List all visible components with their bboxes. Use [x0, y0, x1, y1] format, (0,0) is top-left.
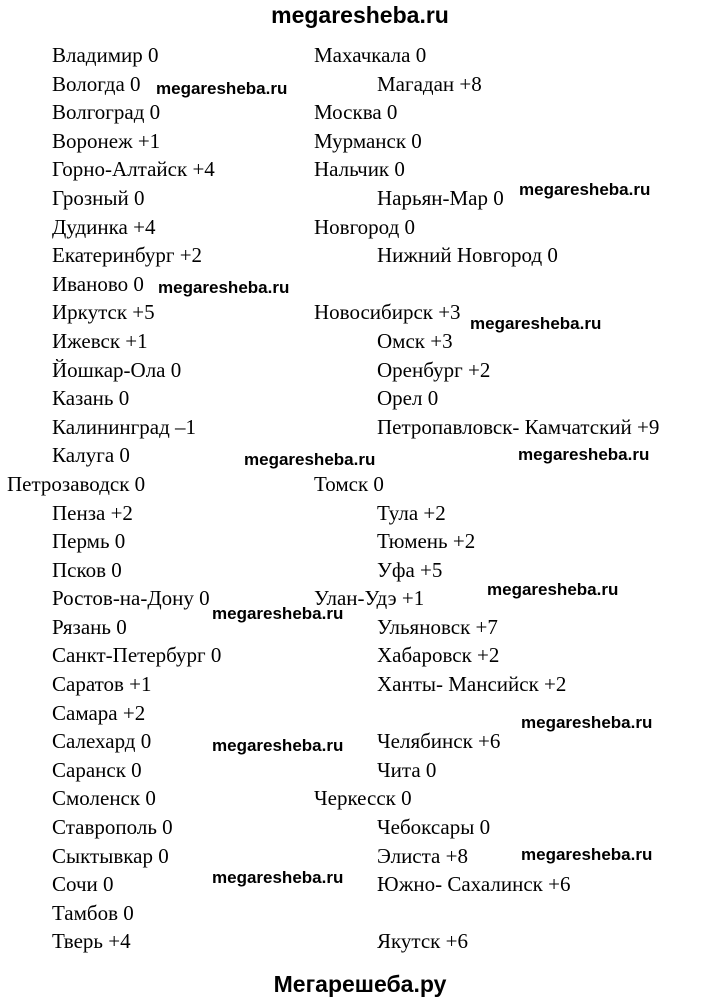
watermark: megaresheba.ru [158, 278, 290, 297]
city-entry: Томск 0 [314, 471, 384, 496]
city-entry: Дудинка +4 [52, 214, 156, 239]
site-footer: Мегарешеба.ру [273, 971, 447, 997]
city-entry: Чита 0 [377, 757, 437, 782]
city-entry: Пенза +2 [52, 500, 133, 525]
watermark: megaresheba.ru [470, 314, 602, 333]
watermark: megaresheba.ru [212, 868, 344, 887]
watermark: megaresheba.ru [519, 180, 651, 199]
watermark: megaresheba.ru [244, 450, 376, 469]
city-entry: Ставрополь 0 [52, 815, 173, 840]
city-entry: Салехард 0 [52, 729, 152, 754]
city-entry: Калуга 0 [52, 443, 130, 468]
city-entry: Хабаровск +2 [377, 643, 500, 668]
city-entry: Улан-Удэ +1 [314, 586, 425, 611]
city-entry: Саратов +1 [52, 672, 152, 697]
city-entry: Владимир 0 [52, 43, 159, 67]
city-entry-empty [314, 899, 659, 928]
watermark: megaresheba.ru [518, 445, 650, 464]
city-entry: Нижний Новгород 0 [377, 243, 558, 268]
city-entry: Мурманск 0 [314, 128, 422, 153]
city-entry: Смоленск 0 [52, 786, 156, 811]
city-entry: Екатеринбург +2 [52, 243, 203, 268]
city-entry: Сыктывкар 0 [52, 843, 169, 868]
city-entry: Воронеж +1 [52, 128, 161, 153]
city-entry: Омск +3 [377, 328, 453, 353]
city-entry-empty [314, 270, 659, 299]
city-entry: Сочи 0 [52, 872, 114, 897]
city-entry: Махачкала 0 [314, 43, 427, 67]
city-entry: Ульяновск +7 [377, 614, 498, 639]
city-entry: Грозный 0 [52, 185, 145, 210]
city-entry: Тверь +4 [52, 929, 131, 954]
city-entry: Чебоксары 0 [377, 815, 491, 840]
watermark: megaresheba.ru [156, 79, 288, 98]
city-entry: Новгород 0 [314, 214, 416, 239]
city-entry: Волгоград 0 [52, 100, 161, 125]
city-entry: Нарьян-Мар 0 [377, 185, 504, 210]
city-entry: Йошкар-Ола 0 [52, 357, 182, 382]
city-entry: Калининград –1 [52, 414, 197, 439]
city-entry: Казань 0 [52, 386, 130, 411]
city-entry: Орел 0 [377, 386, 439, 411]
watermark: megaresheba.ru [212, 604, 344, 623]
city-entry: Ижевск +1 [52, 328, 148, 353]
watermark: megaresheba.ru [521, 713, 653, 732]
city-entry: Пермь 0 [52, 529, 126, 554]
city-entry: Ханты- Мансийск +2 [377, 672, 567, 697]
city-entry: Челябинск +6 [377, 729, 501, 754]
city-entry: Якутск +6 [377, 929, 468, 954]
city-entry: Горно-Алтайск +4 [52, 157, 215, 182]
right-city-list [314, 41, 659, 956]
city-entry: Иркутск +5 [52, 300, 155, 325]
city-entry: Элиста +8 [377, 843, 468, 868]
watermark: megaresheba.ru [212, 736, 344, 755]
city-entry: Санкт-Петербург 0 [52, 643, 222, 668]
city-entry: Черкесск 0 [314, 786, 412, 811]
city-entry: Южно- Сахалинск +6 [377, 872, 571, 897]
city-entry: Рязань 0 [52, 614, 127, 639]
city-entry: Ростов-на-Дону 0 [52, 586, 210, 611]
city-entry: Нальчик 0 [314, 157, 405, 182]
city-entry: Тюмень +2 [377, 529, 476, 554]
city-entry: Петропавловск- Камчатский +9 [377, 414, 660, 439]
watermark: megaresheba.ru [487, 580, 619, 599]
city-entry: Петрозаводск 0 [7, 471, 146, 496]
city-entry: Самара +2 [52, 700, 146, 725]
site-header: megaresheba.ru [271, 2, 449, 28]
city-entry: Уфа +5 [377, 557, 443, 582]
city-entry: Новосибирск +3 [314, 300, 461, 325]
city-entry: Магадан +8 [377, 71, 482, 96]
city-entry: Тамбов 0 [52, 900, 134, 925]
city-entry: Саранск 0 [52, 757, 142, 782]
city-entry: Псков 0 [52, 557, 122, 582]
watermark: megaresheba.ru [521, 845, 653, 864]
city-entry: Вологда 0 [52, 71, 141, 96]
city-entry: Тула +2 [377, 500, 446, 525]
city-entry: Оренбург +2 [377, 357, 491, 382]
city-entry: Иваново 0 [52, 271, 144, 296]
city-entry: Москва 0 [314, 100, 398, 125]
